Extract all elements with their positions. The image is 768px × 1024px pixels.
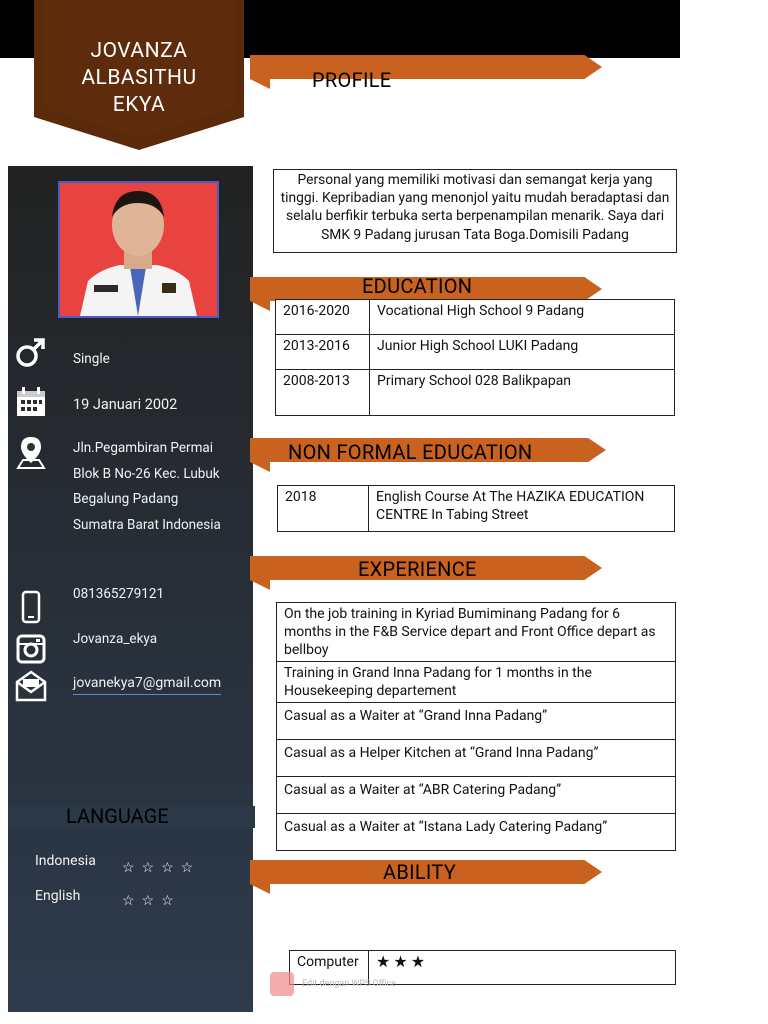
education-school: Primary School 028 Balikpapan: [370, 370, 675, 416]
education-year: 2008-2013: [276, 370, 370, 416]
table-row: [277, 777, 676, 814]
profile-heading: PROFILE: [312, 68, 392, 92]
male-gender-icon: [14, 335, 48, 369]
ability-skill: Computer: [290, 951, 369, 985]
phone-number: 081365279121: [73, 586, 165, 602]
banner-fold: [250, 79, 270, 89]
profile-text: Personal yang memiliki motivasi dan semangat kerja yang tinggi. Kepribadian yang menonjol yaitu mudah beradaptasi dan selalu berfikir terbuka serta berpenampilan menarik. Saya dari SMK 9 Padang jurusan Tata Boga.Domisili Padang: [273, 169, 677, 253]
language-stars: ☆☆☆☆: [122, 860, 201, 876]
banner-fold: [250, 462, 270, 472]
table-row: [276, 300, 675, 335]
table-row: [277, 662, 676, 703]
name-line-2: ALBASITHU: [81, 66, 197, 90]
education-heading: EDUCATION: [362, 274, 473, 298]
education-year: 2016-2020: [276, 300, 370, 335]
experience-item: Casual as a Waiter at “ABR Catering Padang”: [277, 777, 676, 814]
table-row: [277, 740, 676, 777]
ability-heading: ABILITY: [383, 860, 457, 884]
instagram-icon: [14, 632, 48, 666]
wps-logo-icon: [270, 972, 294, 996]
experience-table: [276, 602, 676, 851]
nonformal-year: 2018: [278, 486, 369, 532]
experience-heading: EXPERIENCE: [358, 557, 477, 581]
education-table: [275, 299, 675, 416]
address-line: Jln.Pegambiran Permai: [73, 440, 214, 456]
experience-item: On the job training in Kyriad Bumiminang Padang for 6 months in the F&B Service depart and Front Office depart as bellboy: [277, 603, 676, 662]
education-school: Junior High School LUKI Padang: [370, 335, 675, 370]
nonformal-course: English Course At The HAZIKA EDUCATION CENTRE In Tabing Street: [369, 486, 675, 532]
watermark-text: Edit dengan WPS Office: [302, 979, 397, 989]
education-year: 2013-2016: [276, 335, 370, 370]
experience-item: Casual as a Waiter at “Grand Inna Padang”: [277, 703, 676, 740]
address-line: Blok B No-26 Kec. Lubuk: [73, 465, 220, 482]
name-line-1: JOVANZA: [90, 39, 188, 63]
language-name: English: [35, 888, 81, 904]
name-line-3: EKYA: [112, 93, 166, 117]
address-line: Begalung Padang: [73, 491, 179, 507]
language-heading: LANGUAGE: [66, 804, 169, 828]
banner-fold: [250, 301, 270, 311]
full-name: [44, 38, 234, 119]
marital-status: Single: [73, 351, 110, 367]
experience-item: Casual as a Helper Kitchen at “Grand Inna Padang”: [277, 740, 676, 777]
instagram-handle: Jovanza_ekya: [73, 631, 158, 647]
table-row: [276, 370, 675, 416]
table-row: [277, 603, 676, 662]
education-school: Vocational High School 9 Padang: [370, 300, 675, 335]
birth-date: 19 Januari 2002: [73, 396, 178, 413]
language-stars: ☆☆☆: [122, 893, 181, 909]
experience-item: Training in Grand Inna Padang for 1 months in the Housekeeping departement: [277, 662, 676, 703]
table-row: [277, 703, 676, 740]
nonformal-heading: NON FORMAL EDUCATION: [288, 440, 533, 464]
ability-stars: ★★★: [369, 951, 676, 985]
location-pin-icon: [14, 435, 48, 469]
language-name: Indonesia: [35, 853, 96, 869]
experience-item: Casual as a Waiter at “Istana Lady Catering Padang”: [277, 814, 676, 851]
address-line: Sumatra Barat Indonesia: [73, 516, 221, 533]
profile-photo: [58, 181, 219, 318]
banner-fold: [250, 884, 270, 894]
calendar-icon: [14, 385, 48, 419]
table-row: [278, 486, 675, 532]
phone-icon: [14, 590, 48, 624]
mail-icon: [14, 668, 48, 702]
profile-banner: [250, 55, 602, 79]
table-row: [277, 814, 676, 851]
address: [73, 436, 221, 538]
nonformal-table: [277, 485, 675, 532]
email-link[interactable]: jovanekya7@gmail.com: [73, 672, 221, 695]
banner-fold: [250, 580, 270, 590]
table-row: [276, 335, 675, 370]
